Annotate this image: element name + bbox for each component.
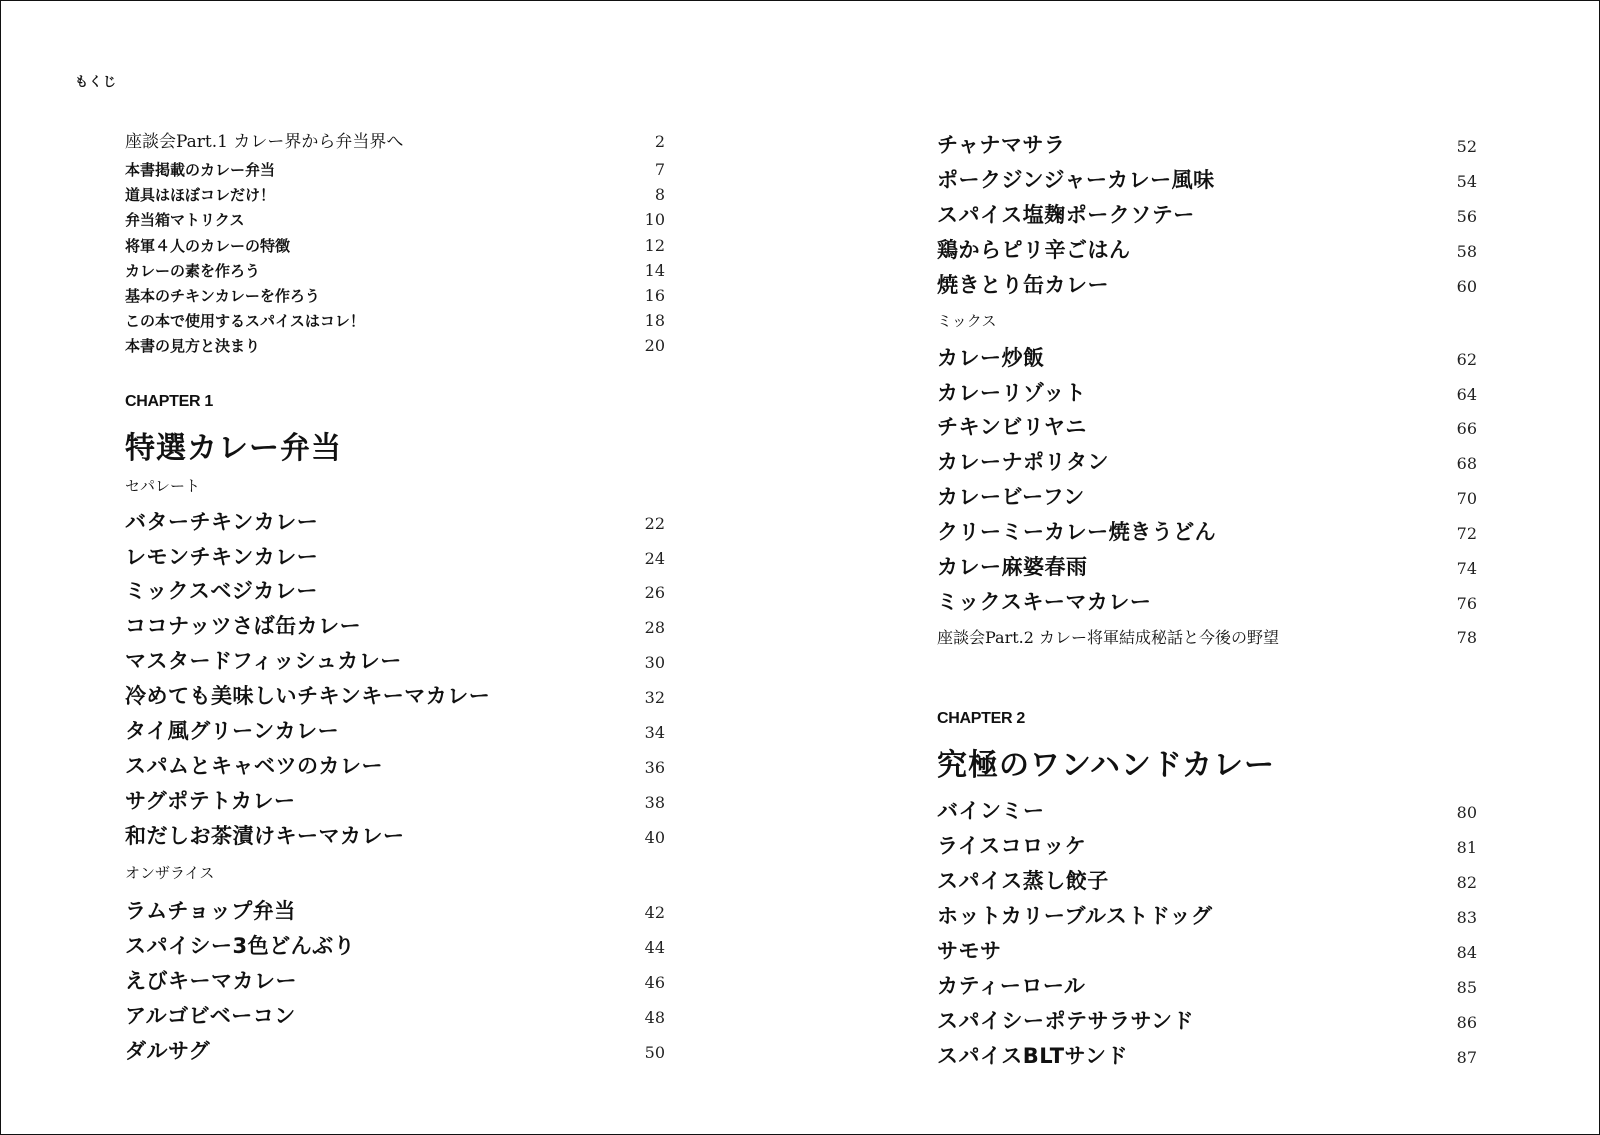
toc-entry [937, 970, 1477, 1000]
chapter-label: CHAPTER 1 [125, 393, 213, 410]
toc-entry [125, 541, 665, 571]
toc-entry [125, 820, 665, 850]
toc-entry-title: 本書掲載のカレー弁当 [125, 161, 276, 179]
toc-entry [125, 965, 665, 995]
toc-entry-title: 座談会Part.2 カレー将軍結成秘話と今後の野望 [937, 628, 1280, 647]
toc-entry-page: 83 [1456, 908, 1477, 927]
toc-entry-title: ラムチョップ弁当 [125, 899, 296, 923]
toc-entry-title: ホットカリーブルストドッグ [937, 904, 1213, 928]
toc-entry [937, 481, 1477, 511]
toc-entry [125, 645, 665, 675]
toc-entry-title: スパイシーポテサラサンド [937, 1009, 1194, 1033]
toc-entry [937, 377, 1477, 407]
toc-entry-title: カレー麻婆春雨 [937, 555, 1088, 579]
toc-entry-page: 54 [1456, 172, 1477, 191]
toc-entry-page: 70 [1456, 489, 1477, 508]
toc-entry [937, 865, 1477, 895]
section-heading: セパレート [125, 477, 201, 495]
toc-entry-page: 10 [644, 210, 665, 229]
toc-entry-title: ミックスキーマカレー [937, 590, 1152, 614]
toc-entry-title: スパイスBLTサンド [937, 1044, 1128, 1068]
toc-entry-title: アルゴビベーコン [125, 1004, 296, 1028]
toc-entry-page: 78 [1456, 628, 1477, 647]
toc-entry [937, 269, 1477, 299]
toc-entry-title: サモサ [937, 939, 1002, 963]
toc-entry-page: 84 [1456, 943, 1477, 962]
toc-entry [937, 586, 1477, 616]
toc-entry-page: 36 [644, 758, 665, 777]
toc-entry [937, 830, 1477, 860]
toc-entry [937, 1005, 1477, 1035]
toc-entry-page: 8 [654, 185, 665, 204]
toc-entry-page: 7 [654, 160, 665, 179]
toc-entry-page: 58 [1456, 242, 1477, 261]
toc-entry [125, 785, 665, 815]
toc-entry-page: 18 [644, 311, 665, 330]
toc-entry-title: マスタードフィッシュカレー [125, 649, 402, 673]
toc-entry-page: 26 [644, 583, 665, 602]
toc-entry-page: 52 [1456, 137, 1477, 156]
toc-entry [125, 260, 665, 281]
toc-entry-page: 74 [1456, 559, 1477, 578]
toc-entry-title: 鶏からピリ辛ごはん [937, 238, 1131, 262]
toc-entry-title: 将軍４人のカレーの特徴 [125, 237, 291, 255]
toc-entry-title: 冷めても美味しいチキンキーマカレー [125, 684, 491, 708]
toc-entry-page: 30 [644, 653, 665, 672]
toc-entry-title: カティーロール [937, 974, 1086, 998]
toc-entry [937, 900, 1477, 930]
toc-entry-title: カレーリゾット [937, 381, 1087, 405]
toc-entry-page: 86 [1456, 1013, 1477, 1032]
toc-entry-page: 42 [644, 903, 665, 922]
toc-entry-page: 24 [644, 549, 665, 568]
toc-entry [125, 235, 665, 256]
toc-entry-title: チキンビリヤニ [937, 415, 1087, 439]
toc-entry-title: 和だしお茶漬けキーマカレー [125, 824, 405, 848]
toc-entry-page: 46 [644, 973, 665, 992]
toc-entry-page: 48 [644, 1008, 665, 1027]
toc-entry-page: 28 [644, 618, 665, 637]
toc-entry-title: バターチキンカレー [125, 510, 319, 534]
toc-entry [125, 895, 665, 925]
toc-entry [937, 234, 1477, 264]
toc-entry-title: カレービーフン [937, 485, 1085, 509]
toc-entry-zadankai-1 [125, 127, 665, 152]
toc-entry-page: 68 [1456, 454, 1477, 473]
toc-entry [125, 506, 665, 536]
toc-entry-title: ミックスベジカレー [125, 579, 318, 603]
toc-entry [125, 680, 665, 710]
toc-entry-title: 弁当箱マトリクス [125, 211, 245, 229]
toc-entry-page: 34 [644, 723, 665, 742]
toc-entry [125, 335, 665, 356]
toc-entry [125, 285, 665, 306]
toc-entry-title: この本で使用するスパイスはコレ！ [125, 312, 365, 330]
toc-entry-title: クリーミーカレー焼きうどん [937, 520, 1217, 544]
toc-entry-title: バインミー [937, 799, 1045, 823]
section-heading: ミックス [937, 312, 997, 330]
toc-entry-title: スパイス塩麹ポークソテー [937, 203, 1195, 227]
toc-entry-title: スパイス蒸し餃子 [937, 869, 1109, 893]
toc-entry-page: 14 [644, 261, 665, 280]
toc-entry-page: 85 [1456, 978, 1477, 997]
running-head: もくじ [75, 75, 118, 90]
toc-entry [937, 342, 1477, 372]
toc-entry-page: 82 [1456, 873, 1477, 892]
toc-entry-title: スパムとキャベツのカレー [125, 754, 383, 778]
toc-entry [125, 750, 665, 780]
toc-entry-page: 80 [1456, 803, 1477, 822]
toc-entry [937, 411, 1477, 441]
toc-entry-page: 38 [644, 793, 665, 812]
toc-entry-title: 基本のチキンカレーを作ろう [125, 287, 320, 305]
toc-entry [937, 164, 1477, 194]
toc-entry [937, 129, 1477, 159]
section-heading: オンザライス [125, 864, 215, 882]
toc-entry [125, 209, 665, 230]
toc-entry-title: ダルサグ [125, 1039, 211, 1063]
toc-entry [125, 715, 665, 745]
toc-entry-title: 本書の見方と決まり [125, 337, 261, 355]
toc-entry-page: 66 [1456, 419, 1477, 438]
toc-entry [125, 575, 665, 605]
toc-entry [937, 935, 1477, 965]
toc-entry [125, 159, 665, 180]
toc-entry-title: スパイシー3色どんぶり [125, 934, 356, 958]
toc-entry [937, 446, 1477, 476]
toc-entry-page: 32 [644, 688, 665, 707]
toc-entry [937, 516, 1477, 546]
toc-entry [125, 1035, 665, 1065]
toc-entry-page: 87 [1456, 1048, 1477, 1067]
toc-entry-title: 焼きとり缶カレー [937, 273, 1109, 297]
toc-entry [937, 199, 1477, 229]
toc-entry-zadankai-2 [937, 625, 1477, 648]
toc-entry-title: 座談会Part.1 カレー界から弁当界へ [125, 132, 404, 152]
toc-entry-page: 16 [644, 286, 665, 305]
toc-entry-page: 56 [1456, 207, 1477, 226]
toc-entry-title: カレーナポリタン [937, 450, 1109, 474]
toc-entry-page: 64 [1456, 385, 1477, 404]
toc-entry-page: 62 [1456, 350, 1477, 369]
toc-entry-title: ココナッツさば缶カレー [125, 614, 362, 638]
toc-entry-page: 2 [654, 132, 665, 151]
toc-entry-page: 81 [1456, 838, 1477, 857]
toc-entry-page: 20 [644, 336, 665, 355]
toc-entry-title: タイ風グリーンカレー [125, 719, 340, 743]
toc-entry [125, 184, 665, 205]
toc-entry [937, 551, 1477, 581]
chapter-title: 究極のワンハンドカレー [937, 748, 1275, 783]
toc-entry-title: ライスコロッケ [937, 834, 1087, 858]
toc-entry-page: 60 [1456, 277, 1477, 296]
toc-entry-page: 22 [644, 514, 665, 533]
toc-entry-title: カレー炒飯 [937, 346, 1045, 370]
toc-entry-page: 44 [644, 938, 665, 957]
toc-entry-title: チャナマサラ [937, 133, 1066, 157]
toc-entry [125, 930, 665, 960]
chapter-title: 特選カレー弁当 [125, 431, 342, 466]
toc-entry [125, 310, 665, 331]
toc-entry-page: 72 [1456, 524, 1477, 543]
toc-entry [125, 1000, 665, 1030]
toc-entry-page: 50 [644, 1043, 665, 1062]
toc-entry-title: えびキーマカレー [125, 969, 297, 993]
toc-entry-title: ポークジンジャーカレー風味 [937, 168, 1215, 192]
toc-entry-title: 道具はほぼコレだけ！ [125, 186, 276, 204]
chapter-label: CHAPTER 2 [937, 710, 1025, 727]
toc-entry [125, 610, 665, 640]
toc-entry [937, 1040, 1477, 1070]
toc-entry-title: レモンチキンカレー [125, 545, 319, 569]
toc-entry [937, 795, 1477, 825]
toc-entry-page: 40 [644, 828, 665, 847]
toc-entry-page: 12 [644, 236, 665, 255]
toc-entry-title: サグポテトカレー [125, 789, 296, 813]
toc-entry-page: 76 [1456, 594, 1477, 613]
toc-entry-title: カレーの素を作ろう [125, 262, 261, 280]
